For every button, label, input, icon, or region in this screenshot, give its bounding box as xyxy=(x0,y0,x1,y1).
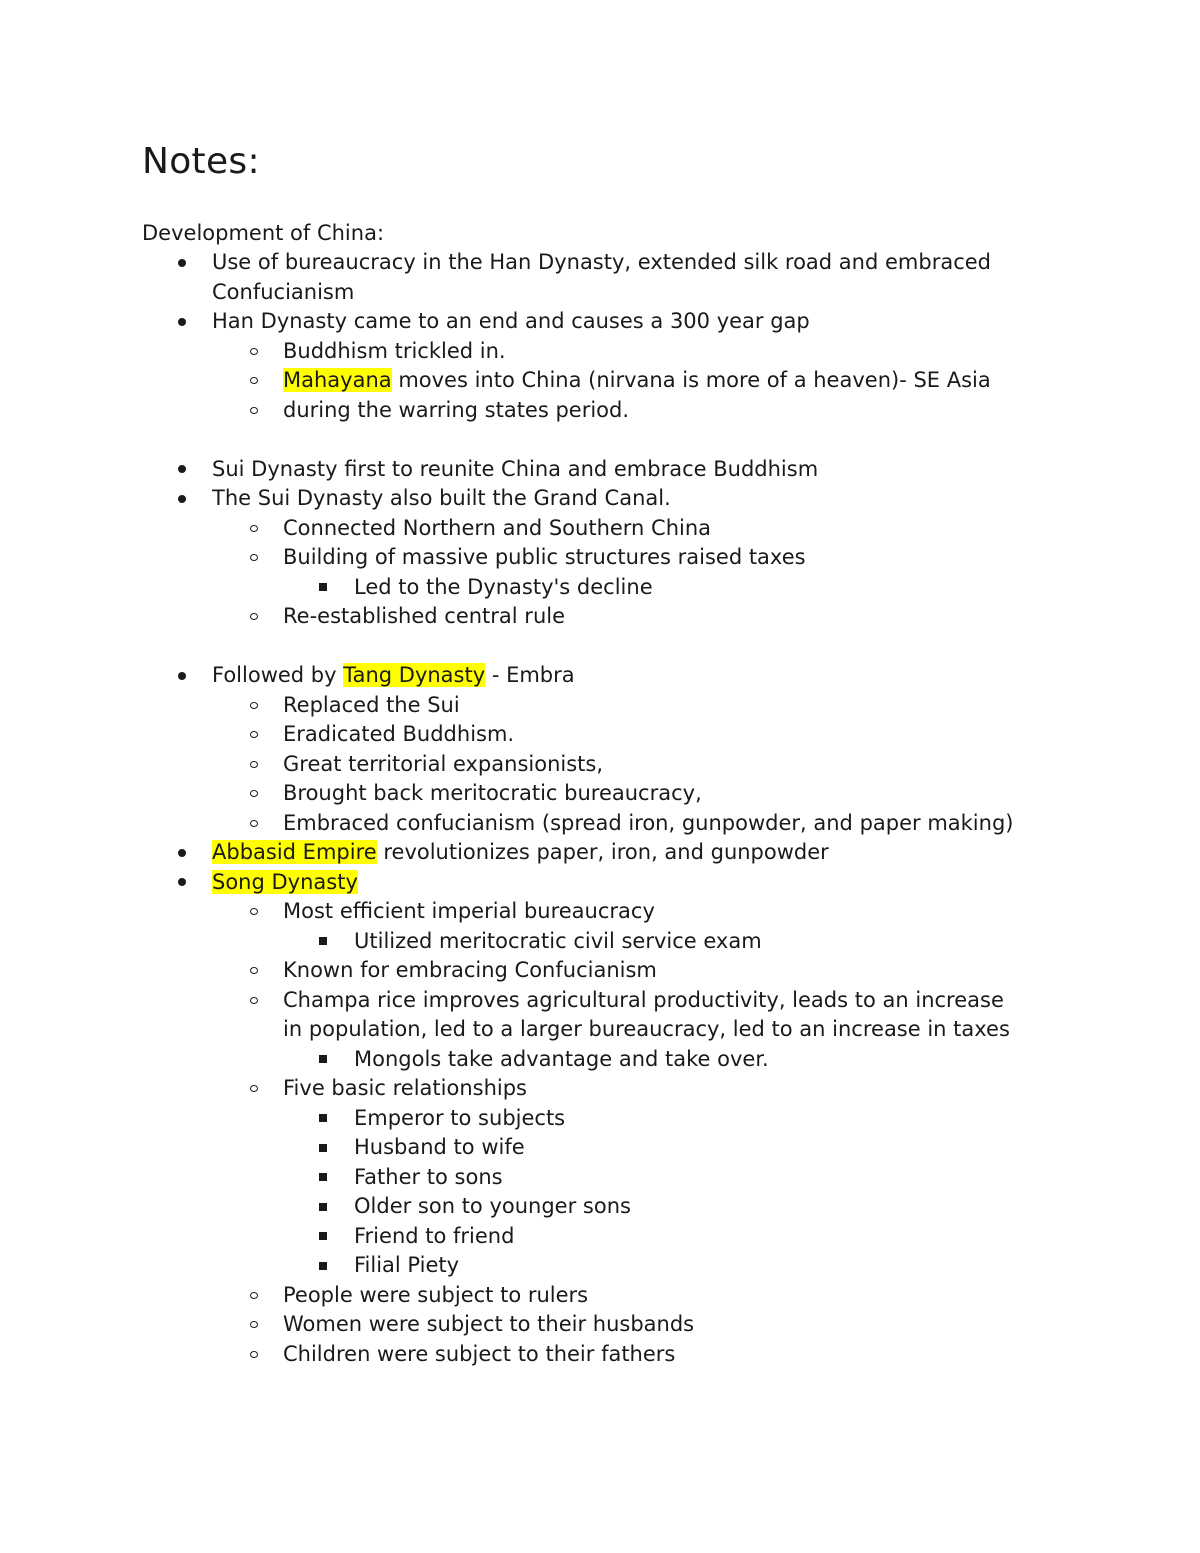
filled-bullet-icon xyxy=(175,484,189,514)
list-item xyxy=(0,897,1200,927)
list-item xyxy=(0,1222,1200,1252)
filled-bullet-icon xyxy=(175,868,189,898)
hollow-bullet-icon xyxy=(247,779,261,809)
list-item-text: Emperor to subjects xyxy=(354,1105,566,1130)
page-title: Notes: xyxy=(142,141,260,182)
list-item-text: Use of bureaucracy in the Han Dynasty, extended silk road and embraced xyxy=(212,250,991,274)
hollow-bullet-icon xyxy=(247,602,261,632)
list-item xyxy=(0,661,1200,691)
list-item-text: Filial Piety xyxy=(354,1253,460,1277)
list-item xyxy=(0,1310,1200,1340)
list-item xyxy=(0,543,1200,573)
list-item-text: - Embra xyxy=(485,663,575,687)
list-item xyxy=(0,691,1200,721)
list-item xyxy=(0,484,1200,514)
list-item-text: Women were subject to their husbands xyxy=(283,1312,695,1336)
list-item-text: Five basic relationships xyxy=(283,1076,527,1100)
list-item-text: Father to sons xyxy=(354,1164,503,1189)
list-item-text: Friend to friend xyxy=(354,1223,515,1248)
hollow-bullet-icon xyxy=(247,750,261,780)
list-item xyxy=(0,750,1200,780)
square-bullet-icon xyxy=(316,1251,330,1281)
list-item xyxy=(0,1340,1200,1370)
section-heading: Development of China: xyxy=(142,221,385,245)
hollow-bullet-icon xyxy=(247,956,261,986)
hollow-bullet-icon xyxy=(247,1310,261,1340)
list-item-text: Most efficient imperial bureaucracy xyxy=(283,899,655,923)
hollow-bullet-icon xyxy=(247,396,261,426)
blank-line xyxy=(0,425,1200,455)
hollow-bullet-icon xyxy=(247,337,261,367)
list-item-text: Mongols take advantage and take over. xyxy=(354,1046,769,1071)
highlighted-text: Song Dynasty xyxy=(212,869,358,894)
square-bullet-icon xyxy=(316,927,330,957)
hollow-bullet-icon xyxy=(247,986,261,1016)
list-item xyxy=(0,337,1200,367)
list-item-text: Great territorial expansionists, xyxy=(283,751,604,776)
square-bullet-icon xyxy=(316,1104,330,1134)
square-bullet-icon xyxy=(316,1192,330,1222)
list-item xyxy=(0,396,1200,426)
list-item-text: Confucianism xyxy=(212,279,355,304)
filled-bullet-icon xyxy=(175,307,189,337)
list-item xyxy=(0,1104,1200,1134)
highlighted-text: Abbasid Empire xyxy=(212,840,377,864)
hollow-bullet-icon xyxy=(247,897,261,927)
hollow-bullet-icon xyxy=(247,691,261,721)
square-bullet-icon xyxy=(316,1222,330,1252)
filled-bullet-icon xyxy=(175,455,189,485)
square-bullet-icon xyxy=(316,1133,330,1163)
hollow-bullet-icon xyxy=(247,1281,261,1311)
filled-bullet-icon xyxy=(175,661,189,691)
list-item xyxy=(0,956,1200,986)
list-item xyxy=(0,809,1200,839)
list-item-text: Known for embracing Confucianism xyxy=(283,958,657,982)
hollow-bullet-icon xyxy=(247,720,261,750)
list-item xyxy=(0,455,1200,485)
square-bullet-icon xyxy=(316,1045,330,1075)
list-item-text: The Sui Dynasty also built the Grand Canal. xyxy=(212,486,671,510)
list-item-text: Followed by xyxy=(212,663,344,687)
list-item-text: during the warring states period. xyxy=(283,397,630,422)
list-item-text: Re-established central rule xyxy=(283,604,566,628)
list-item-text: Sui Dynasty first to reunite China and embrace Buddhism xyxy=(212,456,819,481)
highlighted-text: Mahayana xyxy=(283,368,392,392)
list-item-text: Replaced the Sui xyxy=(283,692,460,717)
list-item-text: Embraced confucianism (spread iron, gunpowder, and paper making) xyxy=(283,810,1014,835)
notes-list xyxy=(0,248,1200,1369)
blank-line xyxy=(0,632,1200,662)
filled-bullet-icon xyxy=(175,838,189,868)
hollow-bullet-icon xyxy=(247,543,261,573)
list-item xyxy=(0,779,1200,809)
list-item xyxy=(0,720,1200,750)
hollow-bullet-icon xyxy=(247,809,261,839)
list-item xyxy=(0,1045,1200,1075)
square-bullet-icon xyxy=(316,1163,330,1193)
hollow-bullet-icon xyxy=(247,514,261,544)
list-item-text: Buddhism trickled in. xyxy=(283,338,506,363)
list-item xyxy=(0,1251,1200,1281)
list-item-text: Children were subject to their fathers xyxy=(283,1341,676,1366)
list-item xyxy=(0,573,1200,603)
list-item-text: Connected Northern and Southern China xyxy=(283,515,712,540)
list-item xyxy=(0,514,1200,544)
list-item-text: in population, led to a larger bureaucracy, led to an increase in taxes xyxy=(283,1017,1010,1041)
highlighted-text: Tang Dynasty xyxy=(343,663,486,687)
list-item xyxy=(0,307,1200,337)
list-item xyxy=(0,1192,1200,1222)
list-item xyxy=(0,838,1200,868)
hollow-bullet-icon xyxy=(247,366,261,396)
list-item-text: People were subject to rulers xyxy=(283,1282,589,1307)
list-item-text: Older son to younger sons xyxy=(354,1194,631,1218)
list-item xyxy=(0,602,1200,632)
list-item-text: Champa rice improves agricultural productivity, leads to an increase xyxy=(283,987,1004,1012)
list-item-text: revolutionizes paper, iron, and gunpowder xyxy=(376,840,829,864)
list-item xyxy=(0,1281,1200,1311)
filled-bullet-icon xyxy=(175,248,189,278)
list-item-text: Husband to wife xyxy=(354,1135,525,1159)
list-item-text: Brought back meritocratic bureaucracy, xyxy=(283,781,702,805)
list-item xyxy=(0,366,1200,396)
hollow-bullet-icon xyxy=(247,1340,261,1370)
list-item-text: moves into China (nirvana is more of a heaven)- SE Asia xyxy=(391,368,991,392)
list-item xyxy=(0,1133,1200,1163)
list-item-text: Utilized meritocratic civil service exam xyxy=(354,928,762,953)
list-item-text: Han Dynasty came to an end and causes a 300 year gap xyxy=(212,309,810,333)
list-item xyxy=(0,868,1200,898)
hollow-bullet-icon xyxy=(247,1074,261,1104)
list-item-text: Led to the Dynasty's decline xyxy=(354,574,653,599)
list-item xyxy=(0,1163,1200,1193)
list-item xyxy=(0,1015,1200,1045)
list-item xyxy=(0,1074,1200,1104)
list-item-text: Eradicated Buddhism. xyxy=(283,722,515,746)
list-item xyxy=(0,986,1200,1016)
list-item xyxy=(0,278,1200,308)
square-bullet-icon xyxy=(316,573,330,603)
list-item-text: Building of massive public structures raised taxes xyxy=(283,545,806,569)
list-item xyxy=(0,927,1200,957)
list-item xyxy=(0,248,1200,278)
